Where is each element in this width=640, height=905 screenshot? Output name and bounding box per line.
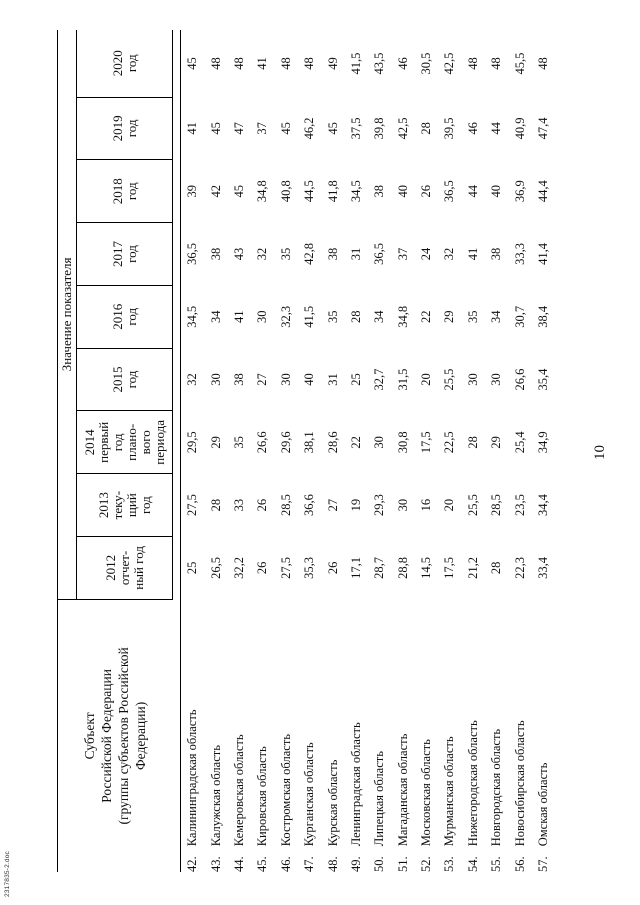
value-cell: 41 [465,247,480,261]
value-cell: 41,5 [302,305,317,328]
table-row [438,30,461,872]
value-cell: 25,4 [512,431,527,454]
value-cell: 32,7 [372,368,387,391]
value-cell: 30 [465,373,480,386]
value-cell: 24 [419,247,434,261]
value-cell: 25 [185,561,200,575]
year-header-line: первый [95,421,111,463]
value-cell: 34 [489,310,504,324]
value-cell: 26,6 [512,368,527,391]
value-cell: 36,9 [512,180,527,203]
row-number: 57. [536,856,551,872]
value-cell: 37 [255,122,270,135]
year-header-line: год [137,496,153,514]
value-cell: 32 [442,247,457,261]
region-name: Курганская область [302,742,317,847]
value-cell: 40 [395,184,410,198]
value-cell: 47 [231,122,246,135]
value-cell: 48 [208,57,223,70]
year-header-line: год [123,182,139,201]
region-name: Московская область [419,739,434,847]
value-cell: 42 [208,184,223,198]
value-cell: 32,3 [278,305,293,328]
year-header-2020 [77,30,173,97]
value-cell: 34 [372,310,387,324]
value-cell: 38 [325,247,340,261]
year-header-line: 2016 [109,303,125,330]
year-header-line: 2017 [109,240,125,267]
value-cell: 41 [255,57,270,70]
region-name: Новосибирская область [512,720,527,847]
value-cell: 35 [465,310,480,324]
row-number: 49. [348,856,363,872]
table-body [181,30,556,872]
value-cell: 28 [348,310,363,324]
value-cell: 25,5 [465,494,480,517]
region-name: Мурманская область [442,736,457,847]
year-header-line: 2012 [102,554,118,581]
region-name: Новгородская область [489,728,504,847]
value-cell: 30,7 [512,305,527,328]
value-cell: 33 [231,498,246,512]
value-cell: 34,5 [185,305,200,328]
region-name: Курская область [325,759,340,847]
year-header-line: 2015 [109,366,125,393]
table-row [532,30,555,872]
row-number: 52. [419,856,434,872]
value-cell: 30,5 [419,52,434,75]
value-cell: 34,8 [255,180,270,203]
row-number: 46. [278,856,293,872]
year-header-2013 [77,474,173,537]
row-number: 42. [185,856,200,872]
value-cell: 35,3 [302,556,317,579]
region-name: Кировская область [255,746,270,847]
value-cell: 14,5 [419,556,434,579]
value-cell: 45 [185,57,200,70]
value-cell: 27 [325,498,340,512]
value-cell: 29,3 [372,494,387,517]
value-cell: 36,5 [372,243,387,265]
year-header-2017 [77,223,173,286]
value-cell: 28,5 [489,494,504,517]
value-cell: 28 [465,436,480,449]
year-header-line: год [123,245,139,263]
value-cell: 36,5 [185,243,200,265]
year-header-line: 2020 [109,50,125,77]
year-header-line: теку- [109,490,125,520]
value-cell: 32 [185,373,200,386]
value-cell: 28,6 [325,431,340,454]
value-cell: 22 [419,310,434,324]
table-row [181,30,205,872]
year-header-line: 2019 [109,115,125,142]
value-cell: 28,8 [395,556,410,579]
value-cell: 26 [255,561,270,575]
region-name: Костромская область [278,734,293,847]
value-cell: 48 [278,57,293,70]
value-cell: 38,4 [536,305,551,328]
region-name: Омская область [536,762,551,847]
year-header-line: ный год [130,546,146,590]
value-cell: 26,6 [255,431,270,454]
header-divider [173,30,181,872]
value-cell: 25 [348,373,363,386]
indicator-group-header: Значение показателя [58,30,77,599]
region-name: Нижегородская область [465,720,480,847]
value-cell: 19 [348,498,363,512]
value-cell: 43 [231,247,246,261]
value-cell: 46 [395,57,410,70]
year-header-line: год [123,370,139,389]
table-row [485,30,508,872]
table-row [204,30,227,872]
row-number: 45. [255,856,270,872]
table-row [345,30,368,872]
year-header-line: 2018 [109,178,125,205]
year-header-line: год [123,54,139,73]
row-number: 54. [465,856,480,872]
value-cell: 48 [302,57,317,70]
year-header-2015 [77,348,173,411]
year-header-2018 [77,160,173,223]
value-cell: 34,4 [536,494,551,517]
table-row [228,30,251,872]
value-cell: 40,9 [512,117,527,140]
year-header-line: 2013 [95,492,111,519]
row-number: 51. [395,856,410,872]
value-cell: 41 [185,122,200,135]
subject-header-line: (группы субъектов Российской [116,647,132,825]
row-number: 50. [372,856,387,872]
subject-header [58,599,173,872]
row-number: 43. [208,856,223,872]
value-cell: 28,7 [372,556,387,579]
table-row [415,30,438,872]
row-number: 44. [231,856,246,872]
value-cell: 29 [442,310,457,324]
table-row [251,30,274,872]
value-cell: 38,1 [302,431,317,454]
table-row [275,30,298,872]
value-cell: 41,4 [536,243,551,265]
table-row [298,30,321,872]
value-cell: 34,9 [536,431,551,454]
value-cell: 45,5 [512,52,527,75]
value-cell: 27 [255,373,270,386]
value-cell: 26 [325,561,340,575]
value-cell: 32,2 [231,556,246,579]
value-cell: 45 [231,184,246,198]
value-cell: 41,8 [325,180,340,203]
value-cell: 40 [489,184,504,198]
year-header-line: вого [137,430,153,455]
indicator-table [57,30,555,872]
value-cell: 34 [208,310,223,324]
row-number: 56. [512,856,527,872]
value-cell: 30 [395,498,410,512]
year-header-2019 [77,97,173,160]
value-cell: 17,1 [348,556,363,579]
value-cell: 30 [372,436,387,449]
value-cell: 45 [325,122,340,135]
value-cell: 41,5 [348,52,363,75]
row-number: 47. [302,856,317,872]
value-cell: 29 [208,436,223,449]
year-header-line: год [109,433,125,452]
page-number: 10 [592,445,608,460]
value-cell: 42,5 [395,117,410,140]
value-cell: 26 [255,498,270,512]
region-name: Калужская область [208,745,223,847]
value-cell: 43,5 [372,52,387,75]
value-cell: 16 [419,498,434,512]
value-cell: 34,5 [348,180,363,203]
value-cell: 45 [208,122,223,135]
row-number: 53. [442,856,457,872]
value-cell: 33,4 [536,556,551,579]
table-row [368,30,391,872]
value-cell: 30 [489,373,504,386]
value-cell: 38 [372,184,387,198]
value-cell: 35,4 [536,368,551,391]
year-header-2016 [77,285,173,348]
value-cell: 23,5 [512,494,527,517]
table-row [508,30,531,872]
value-cell: 41 [231,310,246,324]
value-cell: 30,8 [395,431,410,454]
value-cell: 31 [325,373,340,386]
value-cell: 44,4 [536,180,551,203]
document-footer: 2317835-2.doc [4,851,11,897]
value-cell: 32 [255,247,270,261]
value-cell: 39,5 [442,117,457,140]
value-cell: 26,5 [208,556,223,579]
year-header-line: щий [123,493,139,518]
row-number: 55. [489,856,504,872]
value-cell: 30 [208,373,223,386]
value-cell: 46 [465,122,480,135]
value-cell: 45 [278,122,293,135]
value-cell: 37 [395,247,410,261]
region-name: Кемеровская область [231,734,246,847]
value-cell: 26 [419,184,434,198]
row-number: 48. [325,856,340,872]
value-cell: 21,2 [465,556,480,579]
table-row [321,30,344,872]
value-cell: 48 [231,57,246,70]
value-cell: 48 [489,57,504,70]
value-cell: 42,5 [442,52,457,75]
value-cell: 40 [302,373,317,386]
value-cell: 29 [489,436,504,449]
value-cell: 17,5 [419,431,434,454]
value-cell: 49 [325,57,340,70]
value-cell: 36,5 [442,180,457,203]
subject-header-line: Субъект [82,712,98,760]
value-cell: 39 [185,184,200,198]
value-cell: 27,5 [185,494,200,517]
value-cell: 44 [465,184,480,198]
value-cell: 44 [489,122,504,135]
value-cell: 48 [465,57,480,70]
value-cell: 33,3 [512,243,527,265]
year-header-2014 [77,411,173,474]
value-cell: 35 [278,247,293,261]
year-header-line: год [123,307,139,326]
value-cell: 22,5 [442,431,457,454]
value-cell: 25,5 [442,368,457,391]
value-cell: 42,8 [302,243,317,265]
value-cell: 27,5 [278,556,293,579]
value-cell: 17,5 [442,556,457,579]
value-cell: 28 [419,122,434,135]
value-cell: 34,8 [395,305,410,328]
value-cell: 47,4 [536,117,551,140]
year-header-line: плано- [123,423,139,461]
value-cell: 31,5 [395,368,410,391]
value-cell: 44,5 [302,180,317,203]
value-cell: 30 [278,373,293,386]
table-row [462,30,485,872]
subject-header-line: Федерации) [133,701,149,771]
value-cell: 39,8 [372,117,387,140]
subject-header-line: Российской Федерации [99,669,115,803]
region-name: Липецкая область [372,751,387,847]
value-cell: 35 [231,436,246,449]
value-cell: 35 [325,310,340,324]
value-cell: 36,6 [302,494,317,517]
value-cell: 46,2 [302,117,317,140]
region-name: Магаданская область [395,733,410,847]
value-cell: 40,8 [278,180,293,203]
value-cell: 29,5 [185,431,200,454]
value-cell: 22 [348,436,363,449]
value-cell: 20 [442,498,457,512]
region-name: Ленинградская область [348,722,363,847]
value-cell: 37,5 [348,117,363,140]
value-cell: 28 [489,561,504,575]
value-cell: 28,5 [278,494,293,517]
value-cell: 38 [208,247,223,261]
value-cell: 28 [208,498,223,512]
value-cell: 20 [419,373,434,386]
value-cell: 48 [536,57,551,70]
value-cell: 30 [255,310,270,324]
year-header-line: год [123,119,139,138]
year-header-line: периода [151,419,167,465]
value-cell: 38 [231,373,246,386]
value-cell: 29,6 [278,431,293,454]
year-header-line: 2014 [81,429,97,456]
year-header-line: отчет- [116,550,132,586]
region-name: Калининградская область [185,709,200,847]
table-row [392,30,415,872]
year-header-2012 [77,537,173,600]
value-cell: 38 [489,247,504,261]
value-cell: 22,3 [512,556,527,579]
value-cell: 31 [348,247,363,261]
